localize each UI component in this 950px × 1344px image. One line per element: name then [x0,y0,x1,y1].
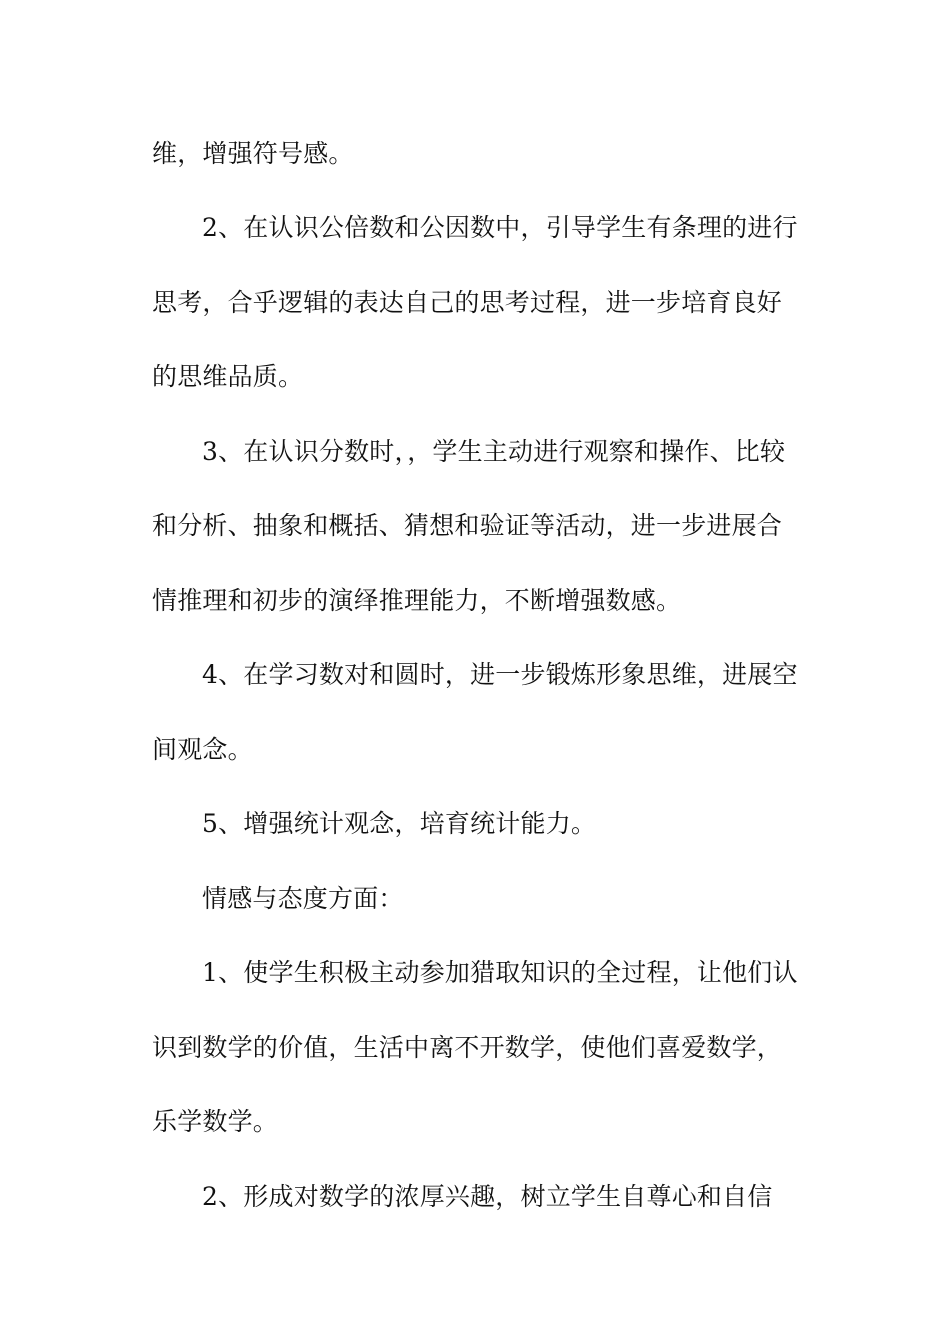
text-line: 情推理和初步的演绎推理能力，不断增强数感。 [152,586,682,615]
text-line: 1、使学生积极主动参加猎取知识的全过程，让他们认 [202,958,798,987]
text-line: 2、形成对数学的浓厚兴趣，树立学生自尊心和自信 [202,1182,773,1211]
text-line: 思考，合乎逻辑的表达自己的思考过程，进一步培育良好 [152,288,783,317]
text-line: 和分析、抽象和概括、猜想和验证等活动，进一步进展合 [152,511,783,540]
section-heading: 情感与态度方面： [202,884,404,913]
text-line: 3、在认识分数时，，学生主动进行观察和操作、比较 [202,437,786,466]
text-line: 维，增强符号感。 [152,139,354,168]
text-line: 的思维品质。 [152,362,304,391]
text-line: 5、增强统计观念，培育统计能力。 [202,809,597,838]
text-line: 乐学数学。 [152,1107,279,1136]
text-line: 间观念。 [152,735,253,764]
text-line: 识到数学的价值，生活中离不开数学，使他们喜爱数学， [152,1033,783,1062]
text-line: 2、在认识公倍数和公因数中，引导学生有条理的进行 [202,213,798,242]
text-line: 4、在学习数对和圆时，进一步锻炼形象思维，进展空 [202,660,798,689]
